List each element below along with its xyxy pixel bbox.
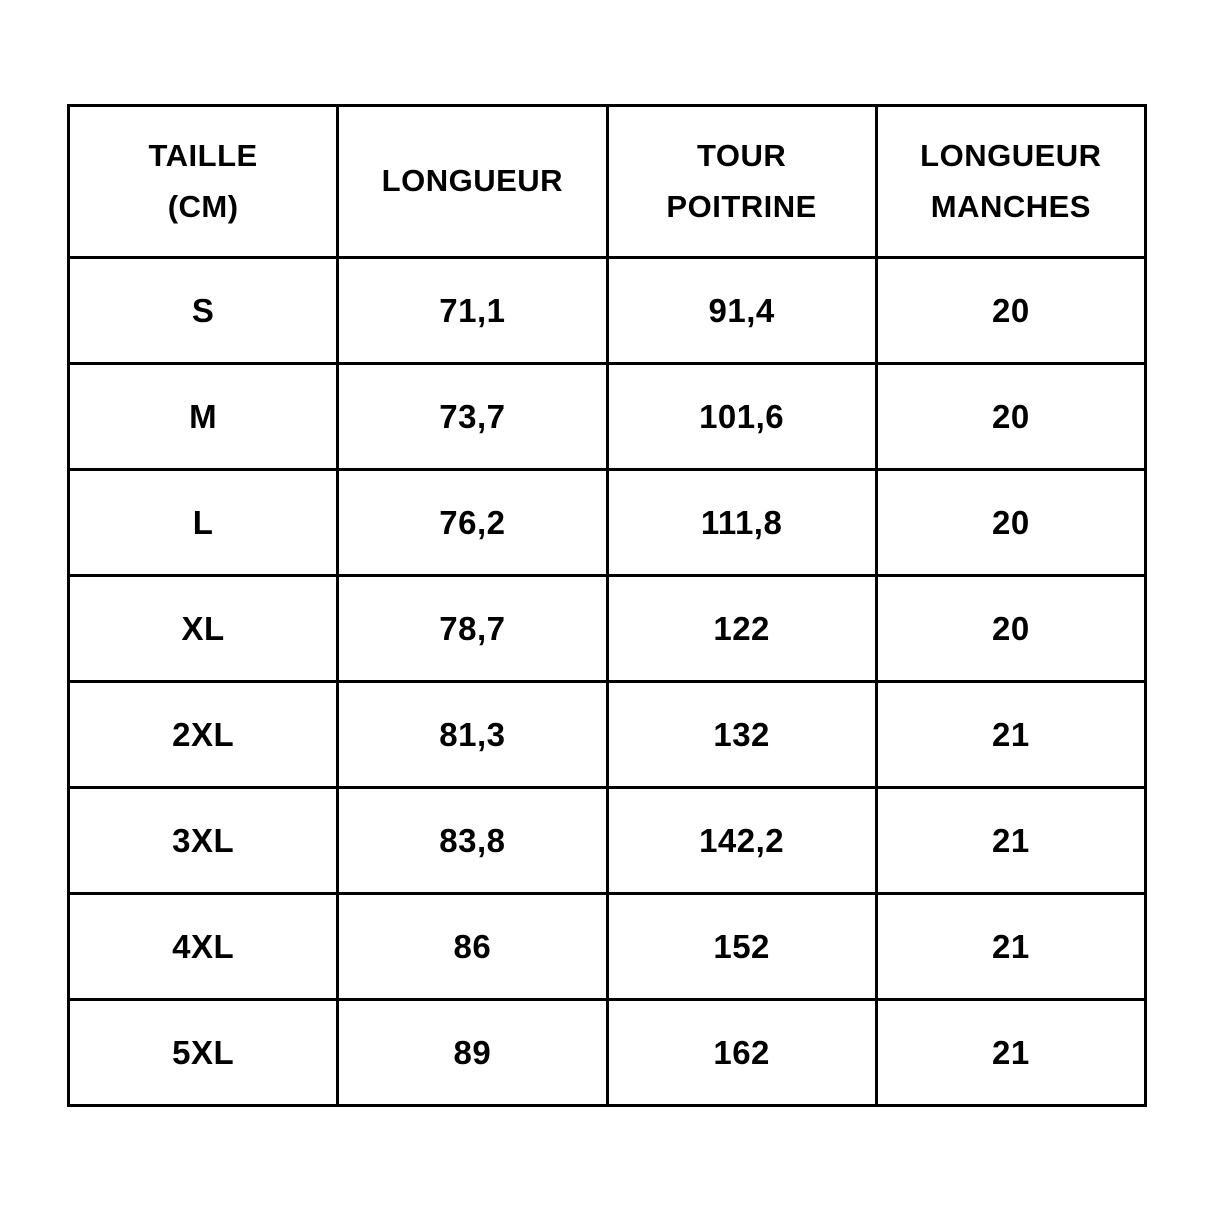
size-label: M (69, 364, 338, 470)
longueur-value: 83,8 (338, 788, 607, 894)
longueur-value: 71,1 (338, 258, 607, 364)
longueur-manches-value: 20 (876, 470, 1145, 576)
table-row (69, 258, 1146, 364)
tour-poitrine-value: 101,6 (607, 364, 876, 470)
table-header (69, 106, 1146, 258)
longueur-manches-value: 21 (876, 1000, 1145, 1106)
tour-poitrine-value: 152 (607, 894, 876, 1000)
tour-poitrine-value: 111,8 (607, 470, 876, 576)
table-row (69, 1000, 1146, 1106)
size-label: S (69, 258, 338, 364)
size-label: 3XL (69, 788, 338, 894)
header-cell-tour-poitrine (607, 106, 876, 258)
tour-poitrine-value: 132 (607, 682, 876, 788)
longueur-manches-value: 20 (876, 576, 1145, 682)
size-label: XL (69, 576, 338, 682)
longueur-manches-value: 20 (876, 258, 1145, 364)
tour-poitrine-value: 122 (607, 576, 876, 682)
longueur-value: 81,3 (338, 682, 607, 788)
size-label: 4XL (69, 894, 338, 1000)
header-cell-taille (69, 106, 338, 258)
header-row (69, 106, 1146, 258)
table-row (69, 682, 1146, 788)
header-line: LONGUEUR (920, 138, 1102, 174)
longueur-manches-value: 21 (876, 894, 1145, 1000)
header-line: MANCHES (930, 188, 1091, 224)
table-body (69, 258, 1146, 1106)
table-row (69, 470, 1146, 576)
longueur-manches-value: 20 (876, 364, 1145, 470)
header-line: (CM) (167, 188, 239, 224)
header-line: LONGUEUR (381, 163, 564, 199)
header-line: POITRINE (666, 188, 817, 224)
longueur-value: 89 (338, 1000, 607, 1106)
longueur-value: 73,7 (338, 364, 607, 470)
tour-poitrine-value: 142,2 (607, 788, 876, 894)
header-cell-longueur-manches (876, 106, 1145, 258)
table-row (69, 894, 1146, 1000)
longueur-value: 78,7 (338, 576, 607, 682)
header-line: TAILLE (148, 138, 258, 174)
tour-poitrine-value: 162 (607, 1000, 876, 1106)
size-label: L (69, 470, 338, 576)
longueur-value: 86 (338, 894, 607, 1000)
header-line: TOUR (696, 138, 787, 174)
size-label: 2XL (69, 682, 338, 788)
longueur-manches-value: 21 (876, 788, 1145, 894)
longueur-value: 76,2 (338, 470, 607, 576)
table-row (69, 364, 1146, 470)
size-chart-table (67, 104, 1147, 1107)
longueur-manches-value: 21 (876, 682, 1145, 788)
table-row (69, 788, 1146, 894)
header-cell-longueur (338, 106, 607, 258)
tour-poitrine-value: 91,4 (607, 258, 876, 364)
table-row (69, 576, 1146, 682)
size-label: 5XL (69, 1000, 338, 1106)
